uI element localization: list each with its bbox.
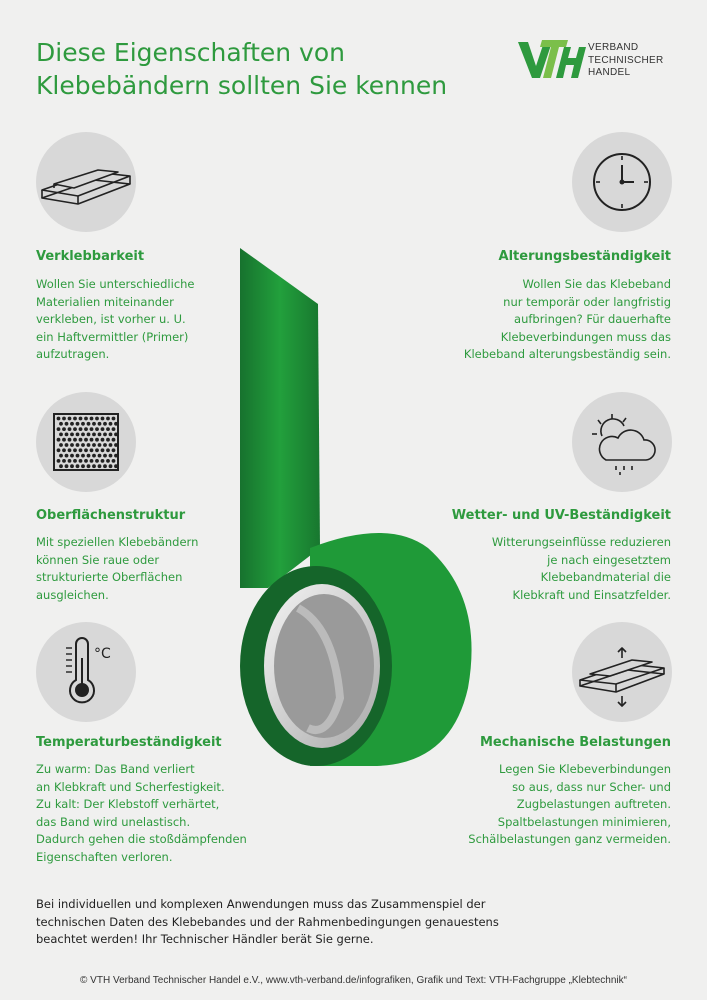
- logo-line: TECHNISCHER: [588, 54, 664, 66]
- desc-line: können Sie raue oder: [36, 552, 160, 567]
- desc-line: ausgleichen.: [36, 587, 109, 602]
- heading-alterung: Alterungsbeständigkeit: [498, 249, 671, 264]
- page-title: [36, 36, 447, 102]
- desc-line: Wollen Sie das Klebeband: [522, 277, 671, 291]
- celsius-label: °C: [94, 646, 111, 662]
- desc-temperatur: [36, 761, 247, 866]
- desc-verklebbarkeit: [36, 276, 195, 364]
- title-line: Diese Eigenschaften von: [36, 38, 345, 67]
- shear-force-icon: [572, 622, 672, 722]
- desc-line: Klebeband alterungsbeständig sein.: [463, 347, 671, 361]
- tape-plates-icon: [36, 132, 136, 232]
- closing-line: technischen Daten des Klebebandes und der Rahmenbedingungen genauestens: [36, 914, 499, 929]
- logo-line: HANDEL: [588, 67, 631, 78]
- tape-strip: [240, 248, 320, 588]
- desc-line: Zu kalt: Der Klebstoff verhärtet,: [36, 797, 220, 811]
- vth-logo-mark: [516, 36, 586, 82]
- heading-oberflaeche: Oberflächenstruktur: [36, 508, 186, 523]
- desc-line: verkleben, ist vorher u. U.: [36, 312, 186, 326]
- desc-line: aufzutragen.: [36, 347, 110, 361]
- desc-line: Dadurch gehen die stoßdämpfenden: [36, 832, 247, 846]
- tape-core-inner: [274, 594, 374, 738]
- desc-line: Legen Sie Klebeverbindungen: [499, 762, 671, 776]
- heading-verklebbarkeit: Verklebbarkeit: [36, 249, 145, 264]
- desc-line: so aus, dass nur Scher- und: [512, 779, 671, 794]
- thermometer-icon: [36, 622, 136, 722]
- desc-wetter: [492, 534, 671, 604]
- vth-logo-text: [588, 42, 664, 80]
- desc-line: Materialien miteinander: [36, 294, 174, 309]
- tape-roll-illustration: [238, 248, 478, 768]
- title-line: Klebebändern sollten Sie kennen: [36, 71, 448, 100]
- desc-line: Schälbelastungen ganz vermeiden.: [468, 832, 671, 846]
- closing-paragraph: [36, 896, 499, 949]
- vth-logo: [516, 36, 686, 86]
- desc-line: Klebeverbindungen muss das: [500, 329, 671, 344]
- closing-line: Bei individuellen und komplexen Anwendungen muss das Zusammenspiel der: [36, 897, 486, 911]
- desc-line: Eigenschaften verloren.: [36, 849, 173, 864]
- logo-line: VERBAND: [588, 42, 639, 53]
- desc-line: Zu warm: Das Band verliert: [36, 762, 195, 776]
- desc-line: strukturierte Oberflächen: [36, 570, 183, 584]
- desc-oberflaeche: [36, 534, 198, 604]
- desc-line: Zugbelastungen auftreten.: [516, 797, 671, 811]
- clock-icon: [572, 132, 672, 232]
- desc-line: je nach eingesetztem: [547, 552, 671, 567]
- desc-line: nur temporär oder langfristig: [503, 294, 671, 309]
- desc-line: ein Haftvermittler (Primer): [36, 329, 189, 344]
- desc-line: aufbringen? Für dauerhafte: [514, 312, 671, 326]
- desc-line: Wollen Sie unterschiedliche: [36, 277, 195, 291]
- desc-line: Witterungseinflüsse reduzieren: [491, 535, 671, 549]
- desc-line: Klebkraft und Einsatzfelder.: [512, 587, 671, 602]
- desc-line: an Klebkraft und Scherfestigkeit.: [36, 779, 225, 794]
- surface-texture-icon: [36, 392, 136, 492]
- desc-line: das Band wird unelastisch.: [36, 814, 191, 829]
- sun-cloud-icon: [572, 392, 672, 492]
- heading-mechanik: Mechanische Belastungen: [479, 735, 671, 750]
- footer-credit: © VTH Verband Technischer Handel e.V., www.vth-verband.de/infografiken, Grafik und Text: VTH-Fachgruppe „Klebtechnik“: [80, 975, 627, 986]
- heading-temperatur: Temperaturbeständigkeit: [36, 735, 222, 750]
- desc-mechanik: [468, 761, 671, 849]
- desc-line: Mit speziellen Klebebändern: [36, 535, 199, 549]
- desc-line: Klebebandmaterial die: [540, 570, 671, 584]
- heading-wetter: Wetter- und UV-Beständigkeit: [451, 508, 671, 523]
- closing-line: beachtet werden! Ihr Technischer Händler berät Sie gerne.: [36, 932, 374, 946]
- desc-alterung: [464, 276, 671, 364]
- desc-line: Spaltbelastungen minimieren,: [497, 814, 671, 829]
